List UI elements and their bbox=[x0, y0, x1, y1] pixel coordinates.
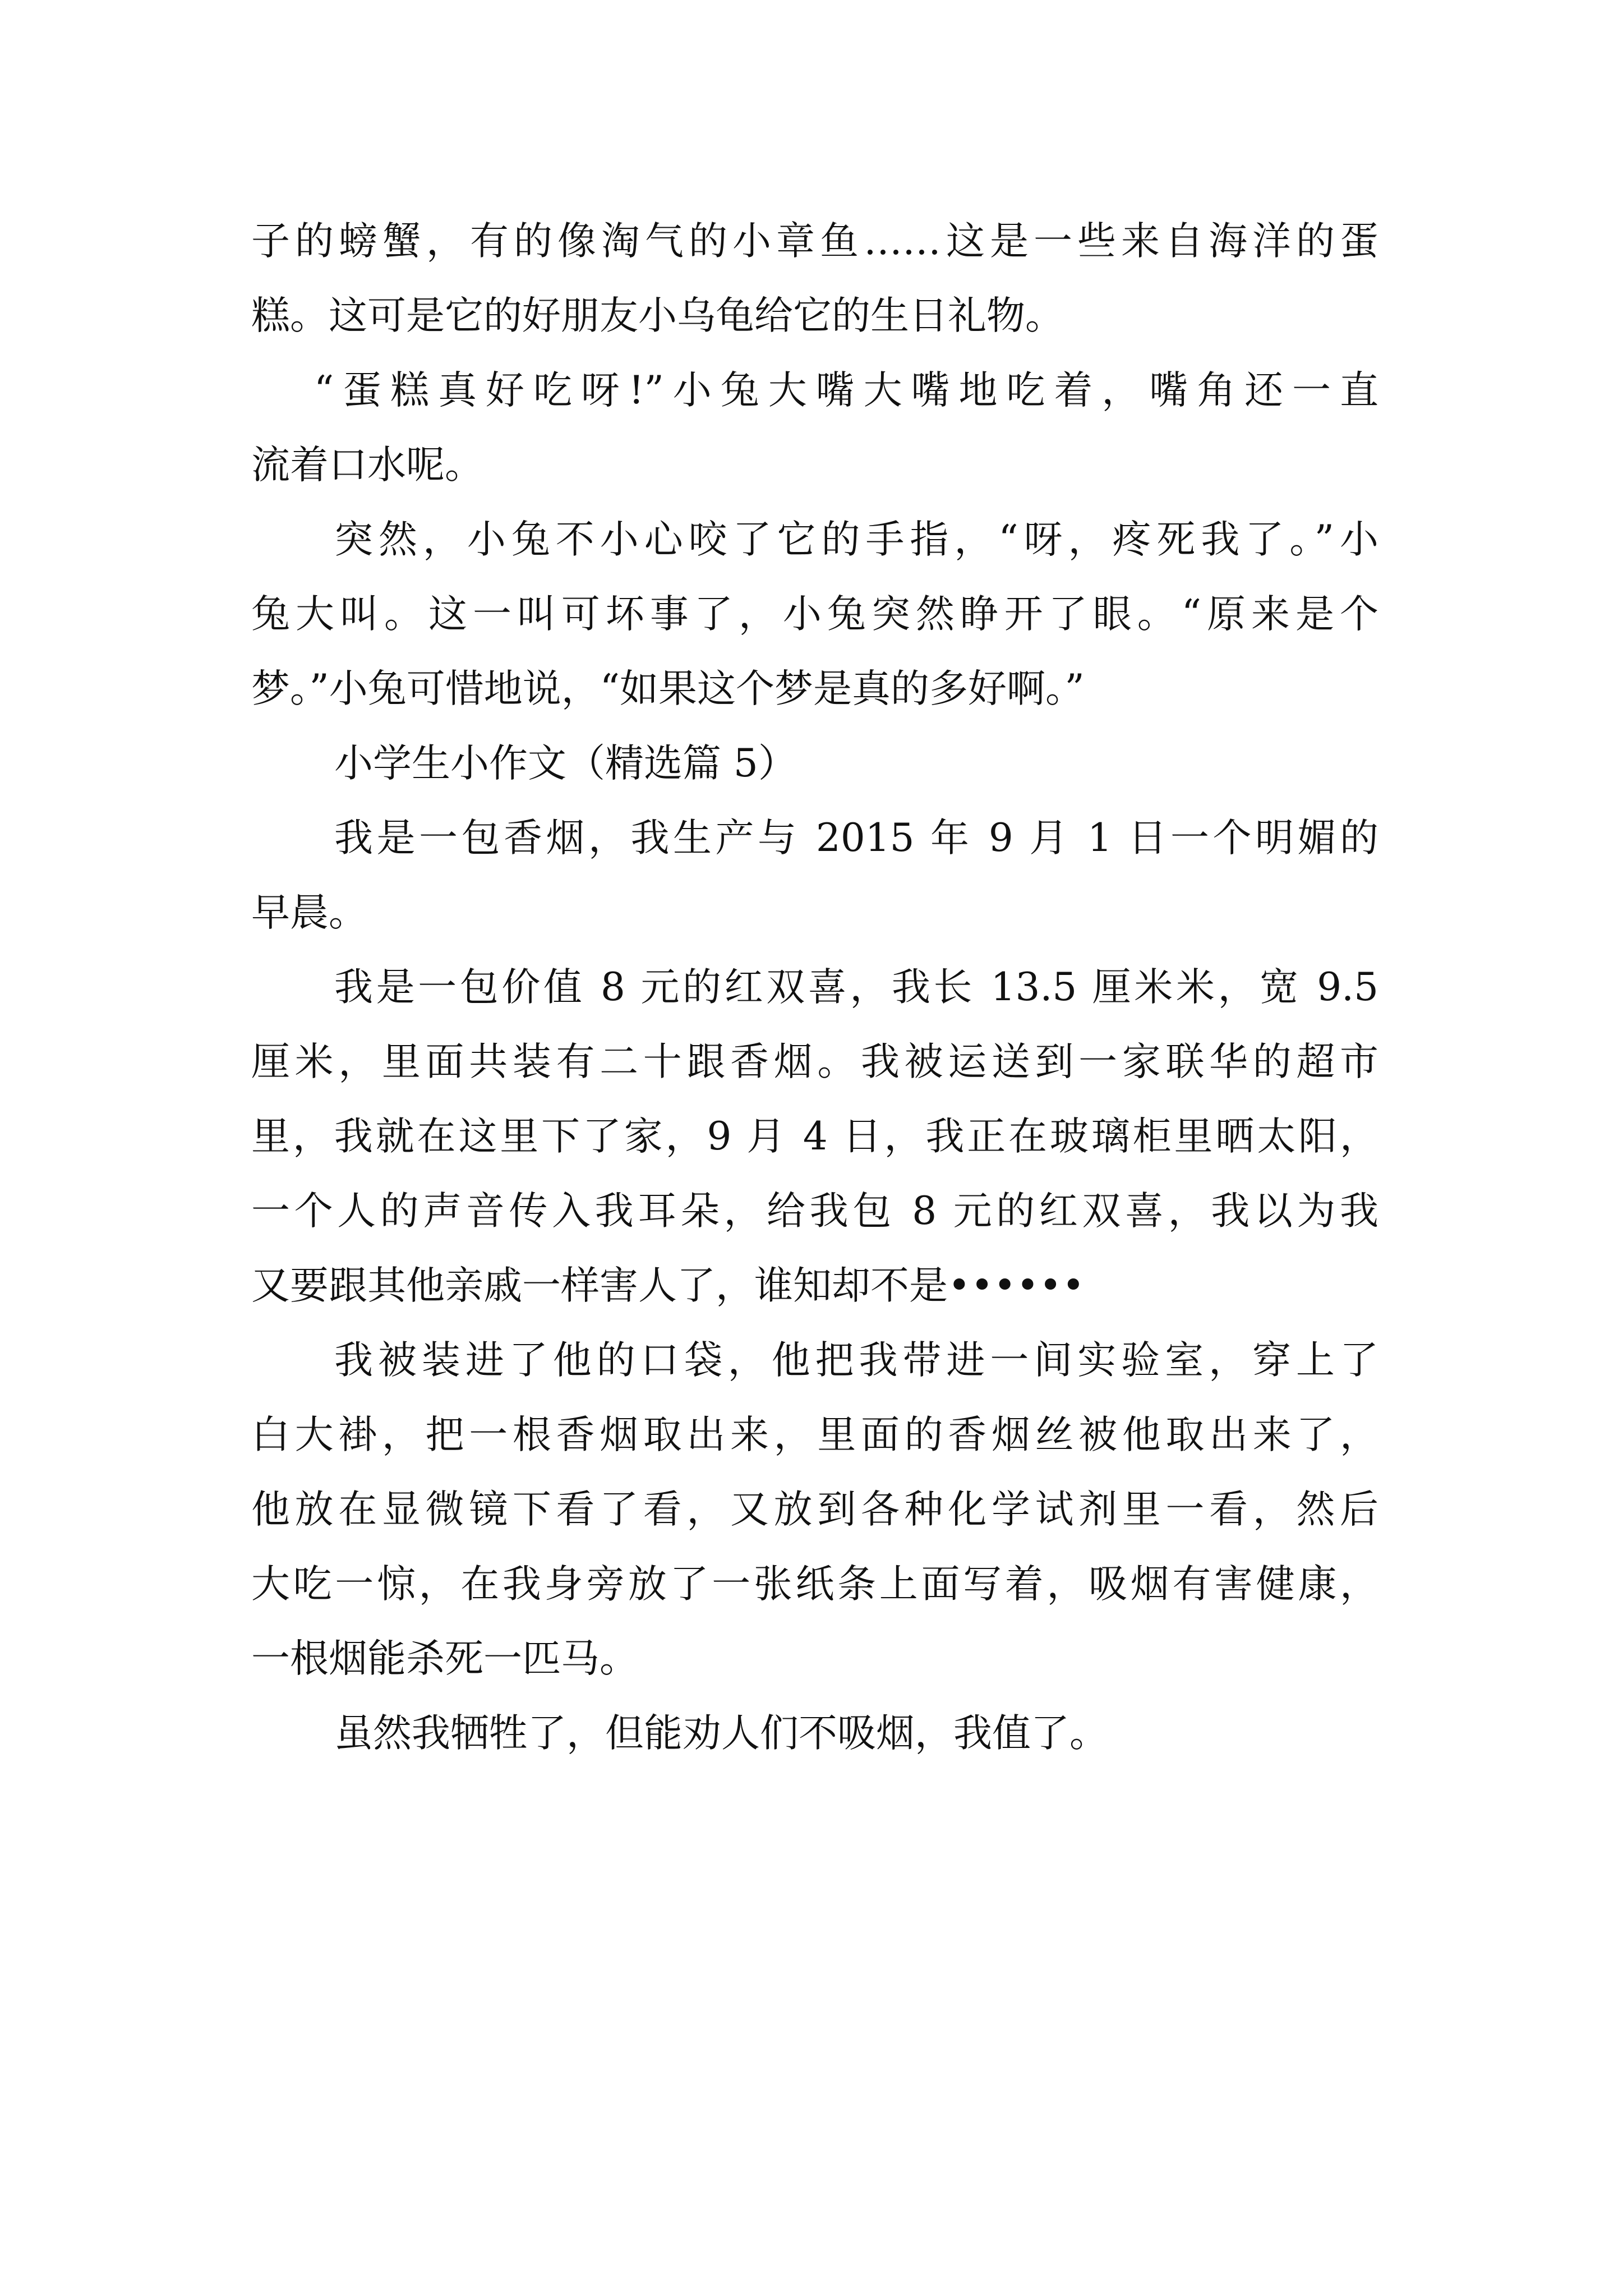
text-line: 兔大叫。这一叫可坏事了，小兔突然睁开了眼。“原来是个 bbox=[251, 592, 1378, 637]
text-line: 糕。这可是它的好朋友小乌龟给它的生日礼物。 bbox=[251, 293, 1064, 338]
text-line: 一个人的声音传入我耳朵，给我包 8 元的红双喜，我以为我 bbox=[251, 1189, 1378, 1234]
section-heading: 小学生小作文（精选篇 5） bbox=[334, 741, 797, 786]
text-line: 我是一包香烟，我生产与 2015 年 9 月 1 日一个明媚的 bbox=[334, 816, 1378, 861]
text-line: 白大褂，把一根香烟取出来，里面的香烟丝被他取出来了， bbox=[251, 1412, 1378, 1457]
text-line: 早晨。 bbox=[251, 890, 367, 935]
text-line: 他放在显微镜下看了看，又放到各种化学试剂里一看，然后 bbox=[251, 1487, 1378, 1532]
text-line: 虽然我牺牲了，但能劝人们不吸烟，我值了。 bbox=[334, 1711, 1108, 1756]
text-line: 我被装进了他的口袋，他把我带进一间实验室，穿上了 bbox=[334, 1338, 1378, 1383]
text-line: 突然，小兔不小心咬了它的手指，“呀，疼死我了。”小 bbox=[334, 517, 1378, 562]
text-line: 里，我就在这里下了家，9 月 4 日，我正在玻璃柜里晒太阳， bbox=[251, 1114, 1378, 1159]
text-line: 梦。”小兔可惜地说，“如果这个梦是真的多好啊。” bbox=[251, 666, 1085, 711]
text-line: 一根烟能杀死一匹马。 bbox=[251, 1636, 638, 1681]
text-line: “蛋糕真好吃呀!”小兔大嘴大嘴地吃着，嘴角还一直 bbox=[314, 368, 1378, 413]
text-line: 子的螃蟹，有的像淘气的小章鱼……这是一些来自海洋的蛋 bbox=[251, 219, 1378, 264]
text-line: 流着口水呢。 bbox=[251, 443, 483, 487]
text-line: 又要跟其他亲戚一样害人了，谁知却不是•••••• bbox=[251, 1263, 1085, 1308]
text-line: 大吃一惊，在我身旁放了一张纸条上面写着，吸烟有害健康， bbox=[251, 1562, 1378, 1607]
text-line: 我是一包价值 8 元的红双喜，我长 13.5 厘米米，宽 9.5 bbox=[334, 965, 1378, 1010]
text-line: 厘米，里面共装有二十跟香烟。我被运送到一家联华的超市 bbox=[251, 1039, 1378, 1084]
